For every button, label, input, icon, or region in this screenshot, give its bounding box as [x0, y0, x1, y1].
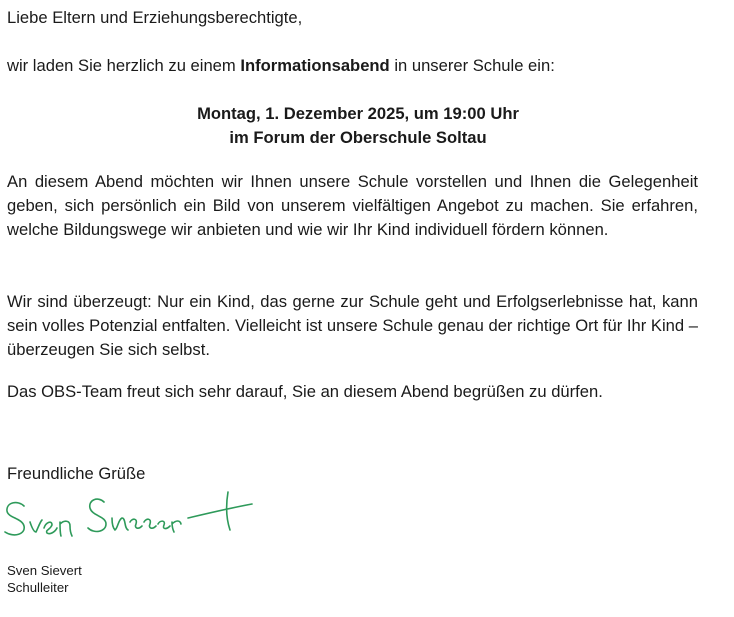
event-location: im Forum der Oberschule Soltau: [229, 128, 487, 147]
paragraph-team-welcome: Das OBS-Team freut sich sehr darauf, Sie an diesem Abend begrüßen zu dürfen.: [7, 382, 603, 401]
signer-block: [7, 562, 82, 596]
handwritten-signature: [0, 478, 270, 558]
intro-highlight: Informationsabend: [240, 56, 390, 75]
salutation: Liebe Eltern und Erziehungsberechtigte,: [7, 8, 303, 27]
paragraph-presentation: An diesem Abend möchten wir Ihnen unsere Schule vorstellen und Ihnen die Gelegenheit geben, sich persönlich ein Bild von unserem vielfältigen Angebot zu machen. Sie erfahren, welche Bildungswege wir anbieten und wie wir Ihr Kind individuell fördern können.: [7, 172, 698, 239]
event-details: [0, 102, 716, 150]
intro-line: [7, 54, 555, 78]
event-date-time: Montag, 1. Dezember 2025, um 19:00 Uhr: [197, 104, 519, 123]
signer-role: Schulleiter: [7, 580, 69, 595]
signer-name: Sven Sievert: [7, 563, 82, 578]
intro-text-before: wir laden Sie herzlich zu einem: [7, 56, 241, 75]
intro-text-after: in unserer Schule ein:: [389, 56, 555, 75]
paragraph-conviction: Wir sind überzeugt: Nur ein Kind, das gerne zur Schule geht und Erfolgserlebnisse hat, kann sein volles Potenzial entfalten. Vielleicht ist unsere Schule genau der richtige Ort für Ihr Kind – überzeugen Sie sich selbst.: [7, 292, 698, 359]
closing-greeting: Freundliche Grüße: [7, 464, 146, 483]
